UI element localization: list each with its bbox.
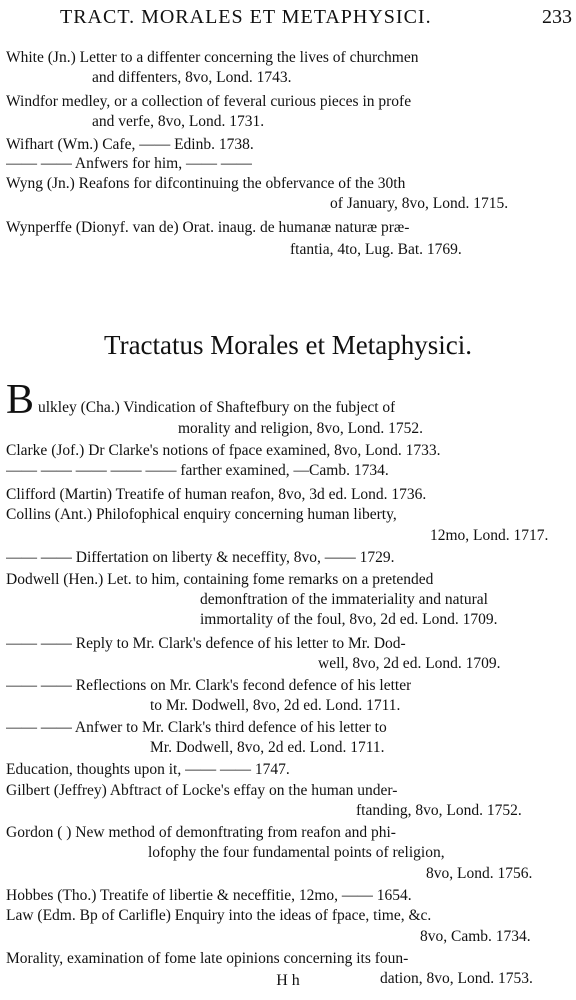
entry-line: Gordon ( ) New method of demonftrating from reafon and phi- bbox=[6, 824, 396, 841]
entry-line: Clifford (Martin) Treatife of human reafon, 8vo, 3d ed. Lond. 1736. bbox=[6, 486, 427, 503]
entry-line: to Mr. Dodwell, 8vo, 2d ed. Lond. 1711. bbox=[150, 697, 401, 714]
entry-line: dation, 8vo, Lond. 1753. bbox=[380, 970, 533, 987]
entry-line: —— —— Reply to Mr. Clark's defence of his letter to Mr. Dod- bbox=[6, 635, 406, 652]
entry-line: 8vo, Lond. 1756. bbox=[426, 865, 533, 882]
section-title: Tractatus Morales et Metaphysici. bbox=[104, 330, 472, 360]
entry-line: Windfor medley, or a collection of feveral curious pieces in profe bbox=[6, 93, 412, 110]
entry-line: —— —— Anfwers for him, —— —— bbox=[6, 155, 252, 172]
entry-line: lofophy the four fundamental points of religion, bbox=[148, 844, 445, 861]
entry-line: and verfe, 8vo, Lond. 1731. bbox=[92, 113, 265, 130]
entry-line: —— —— —— —— —— farther examined, —Camb. 1734. bbox=[6, 462, 389, 479]
entry-line: Clarke (Jof.) Dr Clarke's notions of fpace examined, 8vo, Lond. 1733. bbox=[6, 442, 441, 459]
entry-line: demonftration of the immateriality and natural bbox=[200, 591, 488, 608]
entry-line: Wyng (Jn.) Reafons for difcontinuing the obfervance of the 30th bbox=[6, 175, 406, 192]
entry-line: 8vo, Camb. 1734. bbox=[420, 928, 531, 945]
drop-cap: B bbox=[6, 377, 35, 423]
entry-line: White (Jn.) Letter to a diffenter concerning the lives of churchmen bbox=[6, 49, 419, 66]
entry-line: ftantia, 4to, Lug. Bat. 1769. bbox=[290, 241, 462, 258]
running-head-title: TRACT. MORALES ET METAPHYSICI. bbox=[60, 6, 432, 28]
entry-line: Wynperffe (Dionyf. van de) Orat. inaug. de humanæ naturæ præ- bbox=[6, 219, 410, 236]
entry-line: Wifhart (Wm.) Cafe, —— Edinb. 1738. bbox=[6, 136, 254, 153]
entry-line: 12mo, Lond. 1717. bbox=[430, 527, 549, 544]
entry-line: and diffenters, 8vo, Lond. 1743. bbox=[92, 69, 292, 86]
entry-line: Morality, examination of fome late opinions concerning its foun- bbox=[6, 950, 409, 967]
entry-line: ulkley (Cha.) Vindication of Shaftefbury on the fubject of bbox=[38, 399, 396, 416]
entry-line: well, 8vo, 2d ed. Lond. 1709. bbox=[318, 655, 501, 672]
entry-line: immortality of the foul, 8vo, 2d ed. Lond. 1709. bbox=[200, 611, 498, 628]
entry-line: —— —— Reflections on Mr. Clark's fecond defence of his letter bbox=[6, 677, 412, 694]
entry-line: Gilbert (Jeffrey) Abftract of Locke's effay on the human under- bbox=[6, 782, 398, 799]
entry-line: Dodwell (Hen.) Let. to him, containing fome remarks on a pretended bbox=[6, 571, 434, 588]
signature-mark: H h bbox=[276, 972, 300, 989]
entry-line: Mr. Dodwell, 8vo, 2d ed. Lond. 1711. bbox=[150, 739, 385, 756]
entry-line: morality and religion, 8vo, Lond. 1752. bbox=[178, 420, 423, 437]
entry-line: Collins (Ant.) Philofophical enquiry concerning human liberty, bbox=[6, 506, 397, 523]
page-number: 233 bbox=[542, 6, 572, 28]
entry-line: Law (Edm. Bp of Carlifle) Enquiry into the ideas of fpace, time, &c. bbox=[6, 907, 432, 924]
entry-line: Hobbes (Tho.) Treatife of libertie & neceffitie, 12mo, —— 1654. bbox=[6, 887, 412, 904]
entry-line: Education, thoughts upon it, —— —— 1747. bbox=[6, 761, 290, 778]
entry-line: —— —— Anfwer to Mr. Clark's third defence of his letter to bbox=[6, 719, 387, 736]
entry-line: ftanding, 8vo, Lond. 1752. bbox=[356, 802, 522, 819]
entry-line: —— —— Differtation on liberty & neceffity, 8vo, —— 1729. bbox=[6, 549, 395, 566]
entry-line: of January, 8vo, Lond. 1715. bbox=[330, 195, 509, 212]
